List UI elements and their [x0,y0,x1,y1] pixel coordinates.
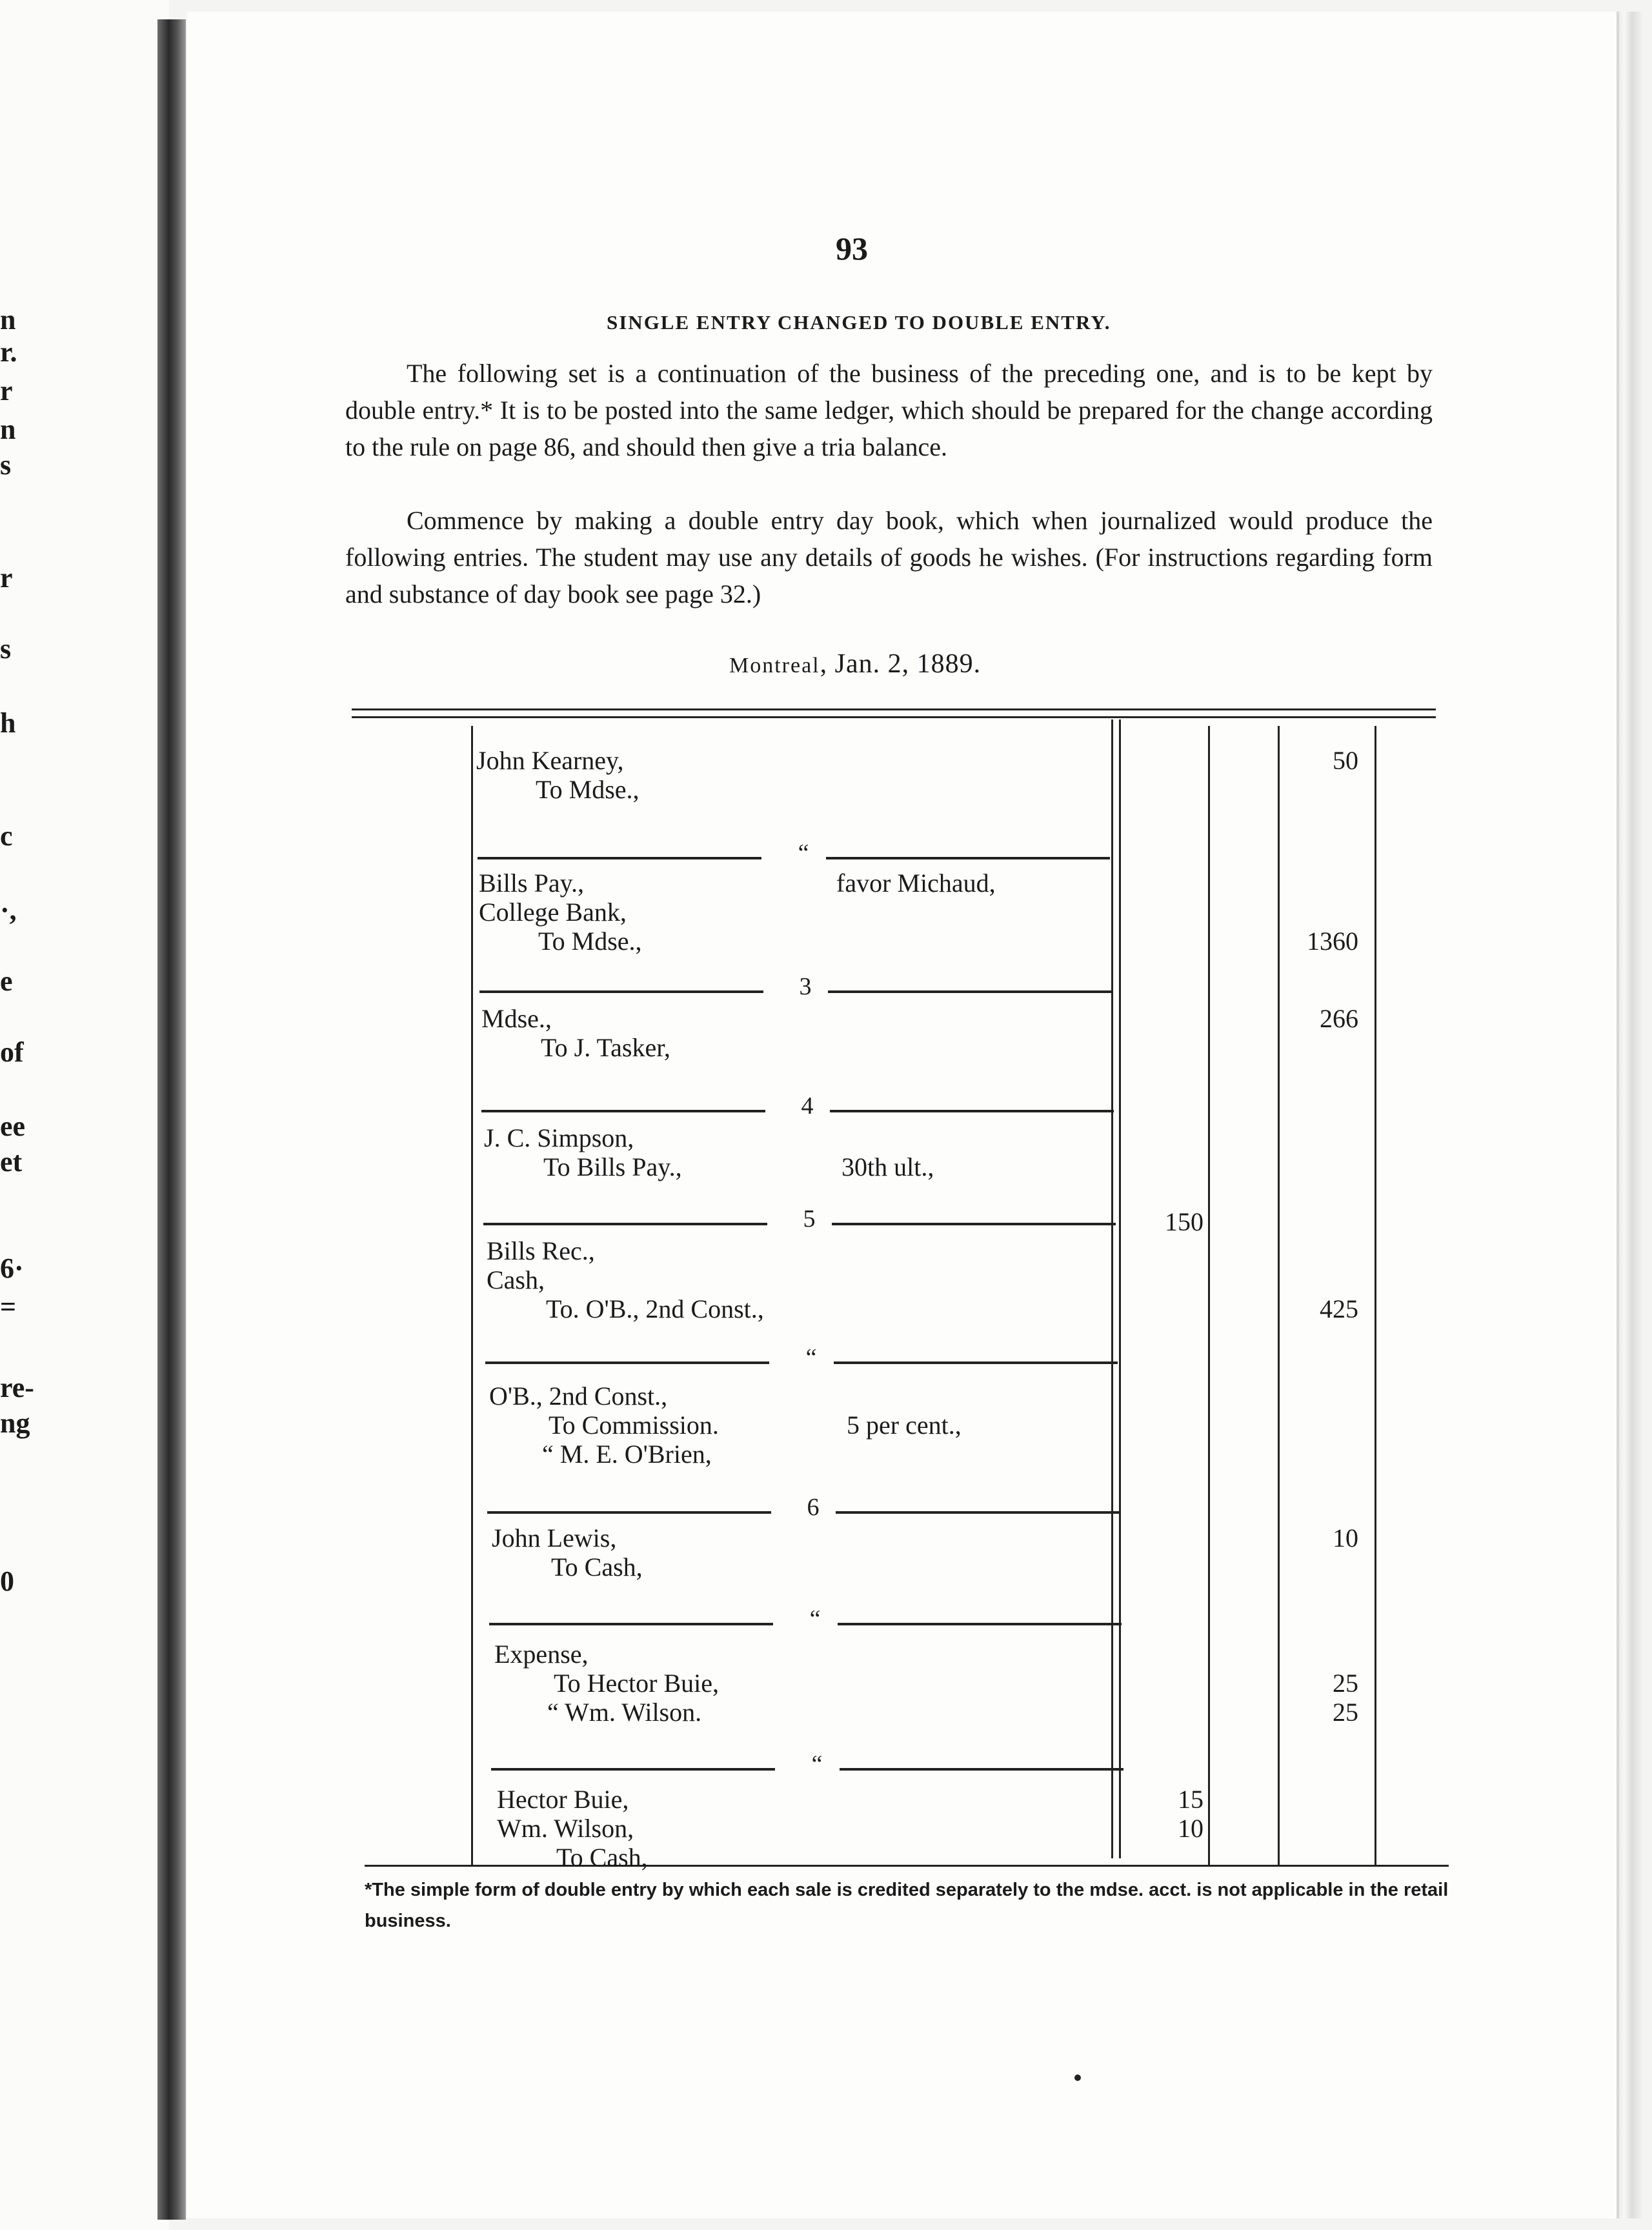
prev-fragment: s [0,449,12,481]
separator-rule [491,1768,775,1771]
separator-rule [483,1223,767,1225]
prev-fragment: re- [0,1372,34,1403]
paragraph-text: Commence by making a double entry day book, which when journalized would produce the following entries. The student may use any details of goods he wishes. (For instructions regarding form and substance of day book see page 32.) [345,506,1433,608]
entry-account-line: Bills Pay., [479,869,584,898]
entry-account-line: “ Wm. Wilson. [547,1698,702,1727]
credit-amount: 10 [1333,1523,1358,1552]
entry-date-label: 4 [801,1092,814,1120]
entry-account-line: Mdse., [481,1004,552,1033]
entry-account-line: To Cash, [551,1552,643,1582]
entry-account-line: To Commission. [549,1411,719,1440]
separator-rule [830,1110,1114,1112]
entry-account-line: Hector Buie, [497,1785,629,1814]
separator-rule [838,1623,1122,1625]
entry-date-label: “ [798,839,809,867]
separator-rule [834,1361,1118,1364]
entry-account-line: To Bills Pay., [543,1152,682,1181]
entry-account-line: To J. Tasker, [541,1033,670,1062]
prev-fragment: r [0,375,13,407]
prev-fragment: et [0,1146,23,1178]
table-bottom-rule [365,1865,1449,1867]
debit-column-rule [1208,726,1210,1865]
prev-fragment: of [0,1036,24,1068]
folio-column-rule [1111,719,1113,1858]
date-column-rule [471,726,473,1865]
prev-fragment: n [0,414,16,445]
entry-account-line: Cash, [487,1265,545,1294]
entry-account-line: J. C. Simpson, [484,1123,634,1152]
entry-account-line: John Lewis, [492,1523,617,1552]
separator-rule [478,857,761,859]
entry-date-label: “ [809,1605,821,1632]
credit-amount: 266 [1320,1004,1358,1033]
credit-amount: 50 [1333,746,1358,775]
table-top-rule [352,716,1436,718]
entry-date-label: “ [805,1344,817,1371]
entry-account-line: O'B., 2nd Const., [489,1381,668,1411]
prev-fragment: ee [0,1110,26,1142]
entry-memo: 30th ult., [841,1152,934,1181]
prev-fragment: 0 [0,1565,14,1597]
prev-fragment: r. [0,336,17,368]
page-edge [1617,12,1642,2218]
prev-fragment: = [0,1291,17,1323]
entry-account-line: Bills Rec., [487,1236,595,1265]
credit-column-rule [1375,726,1376,1865]
debit-amount: 10 [1178,1814,1204,1843]
separator-rule [485,1361,769,1364]
separator-rule [836,1511,1120,1514]
section-heading: SINGLE ENTRY CHANGED TO DOUBLE ENTRY. [607,311,1111,334]
debit-amount: 150 [1165,1207,1204,1236]
separator-rule [487,1511,771,1514]
entry-account-line: To Mdse., [538,927,642,956]
entry-account-line: John Kearney, [476,746,624,775]
prev-fragment: r [0,562,13,594]
entry-memo: favor Michaud, [836,869,996,898]
credit-amount: 25 [1333,1698,1358,1727]
entry-account-line: To Hector Buie, [554,1669,720,1698]
prev-fragment: h [0,707,16,739]
entry-account-line: Wm. Wilson, [497,1814,634,1843]
entry-account-line: To Mdse., [536,775,640,804]
table-top-rule [352,708,1436,710]
entry-date-label: 5 [803,1205,816,1232]
entry-date-label: “ [811,1751,823,1778]
separator-rule [479,990,763,993]
entry-account-line: College Bank, [479,898,627,927]
prev-fragment: 6· [0,1252,24,1284]
footnote: *The simple form of double entry by which each sale is credited separately to the mdse. acct. is not applicable in the retail business. [365,1880,1449,1931]
separator-rule [840,1768,1123,1771]
separator-rule [489,1623,773,1625]
dateline-date: , Jan. 2, 1889. [820,649,982,679]
credit-amount: 1360 [1307,927,1358,956]
debit-column-rule [1278,726,1280,1865]
entry-account-line: To. O'B., 2nd Const., [546,1294,764,1323]
credit-amount: 25 [1333,1669,1358,1698]
previous-page-edge [0,0,169,2230]
entry-account-line: “ M. E. O'Brien, [542,1440,712,1469]
dateline-place: Montreal [729,654,820,678]
folio-column-rule [1119,719,1121,1858]
prev-fragment: ·, [0,894,17,926]
ink-speck [1074,2074,1081,2081]
instructions-paragraph [345,502,1433,612]
separator-rule [826,857,1110,859]
prev-fragment: s [0,633,12,665]
debit-amount: 15 [1178,1785,1204,1814]
intro-paragraph [345,355,1433,465]
credit-amount: 425 [1320,1294,1358,1323]
prev-fragment: e [0,965,13,997]
entry-memo: 5 per cent., [847,1411,962,1440]
separator-rule [832,1223,1116,1225]
prev-fragment: n [0,304,16,336]
entry-date-label: 3 [799,973,812,1000]
page-number: 93 [836,230,868,266]
dateline [729,648,981,679]
entry-date-label: 6 [807,1494,820,1521]
paragraph-text: The following set is a continuation of the business of the preceding one, and is to be kept by double entry.* It is to be posted into the same ledger, which should be prepared for the change according to the rule on page 86, and should then give a tria balance. [345,359,1433,461]
separator-rule [828,990,1112,993]
book-binding [157,19,186,2220]
prev-fragment: ng [0,1407,30,1439]
prev-fragment: c [0,820,13,852]
entry-account-line: Expense, [494,1640,589,1669]
entry-account-line: To Cash, [556,1843,648,1872]
separator-rule [481,1110,765,1112]
